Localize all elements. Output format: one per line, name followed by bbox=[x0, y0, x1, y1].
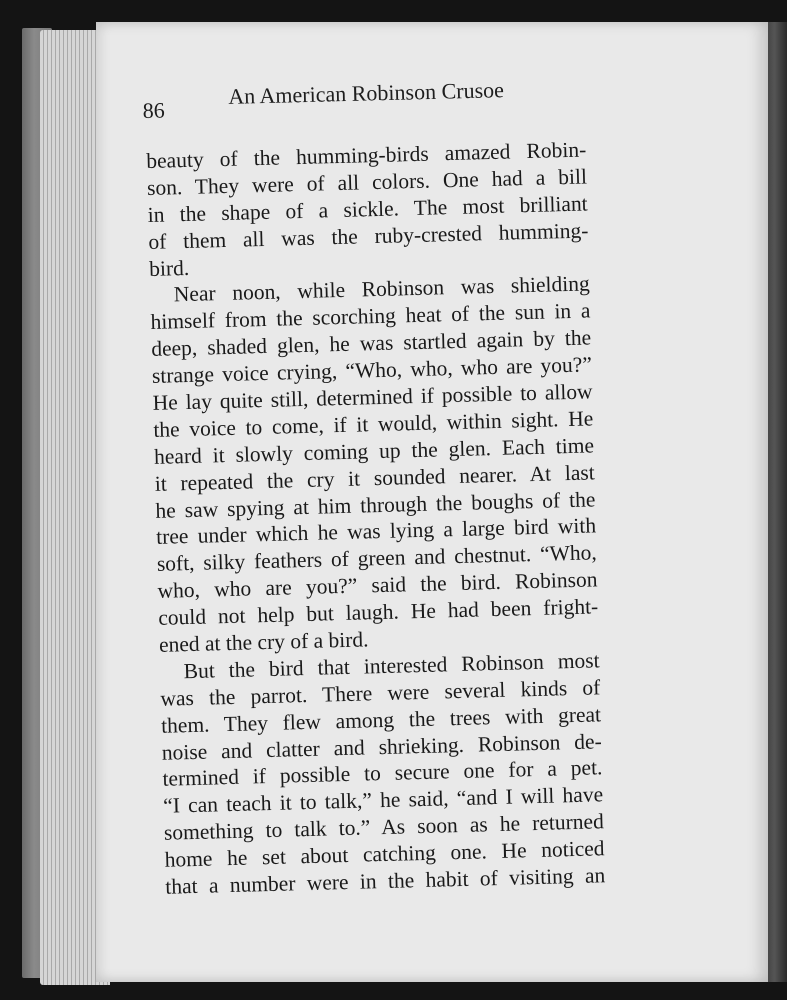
text-line: of them all was the ruby-crested humming- bbox=[148, 218, 589, 254]
text-line: himself from the scorching heat of the sun in a bbox=[150, 298, 591, 335]
page-number: 86 bbox=[142, 97, 165, 123]
text-line: who, who are you?” said the bird. Robinson bbox=[157, 567, 598, 604]
text-line: was the parrot. There were several kinds of bbox=[160, 675, 601, 711]
text-line: them. They flew among the trees with great bbox=[160, 701, 602, 738]
text-line: could not help but laugh. He had been fright- bbox=[157, 594, 599, 630]
text-line: noise and clatter and shrieking. Robinson de- bbox=[161, 728, 602, 765]
text-line: But the bird that interested Robinson most bbox=[183, 648, 600, 684]
body-text bbox=[146, 136, 606, 900]
text-line: soft, silky feathers of green and chestnut. “Who, bbox=[156, 540, 598, 577]
text-line: home he set about catching one. He noticed bbox=[164, 836, 605, 872]
text-line: bird. bbox=[148, 255, 190, 281]
text-line: something to talk to.” As soon as he returned bbox=[163, 809, 605, 846]
text-line: beauty of the humming-birds amazed Robin- bbox=[146, 137, 587, 173]
text-line: Near noon, while Robinson was shielding bbox=[173, 271, 591, 307]
text-line: tree under which he was lying a large bird with bbox=[155, 513, 597, 550]
text-line: “I can teach it to talk,” he said, “and I will have bbox=[162, 782, 604, 819]
text-line: son. They were of all colors. One had a bill bbox=[146, 164, 588, 200]
text-line: ened at the cry of a bird. bbox=[158, 627, 369, 657]
text-line: that a number were in the habit of visiting an bbox=[165, 863, 606, 899]
text-line: He lay quite still, determined if possible to allow bbox=[152, 379, 593, 415]
book-title: An American Robinson Crusoe bbox=[228, 77, 505, 109]
text-line: it repeated the cry it sounded nearer. At last bbox=[154, 460, 595, 496]
text-line: termined if possible to secure one for a pet. bbox=[162, 755, 603, 792]
text-line: in the shape of a sickle. The most brilliant bbox=[147, 191, 588, 227]
text-line: the voice to come, if it would, within sight. He bbox=[153, 406, 594, 442]
text-line: strange voice crying, “Who, who, who are you?” bbox=[151, 352, 593, 389]
text-line: deep, shaded glen, he was startled again by the bbox=[150, 325, 592, 362]
text-line: heard it slowly coming up the glen. Each time bbox=[153, 433, 595, 469]
text-line: he saw spying at him through the boughs of the bbox=[155, 486, 596, 523]
